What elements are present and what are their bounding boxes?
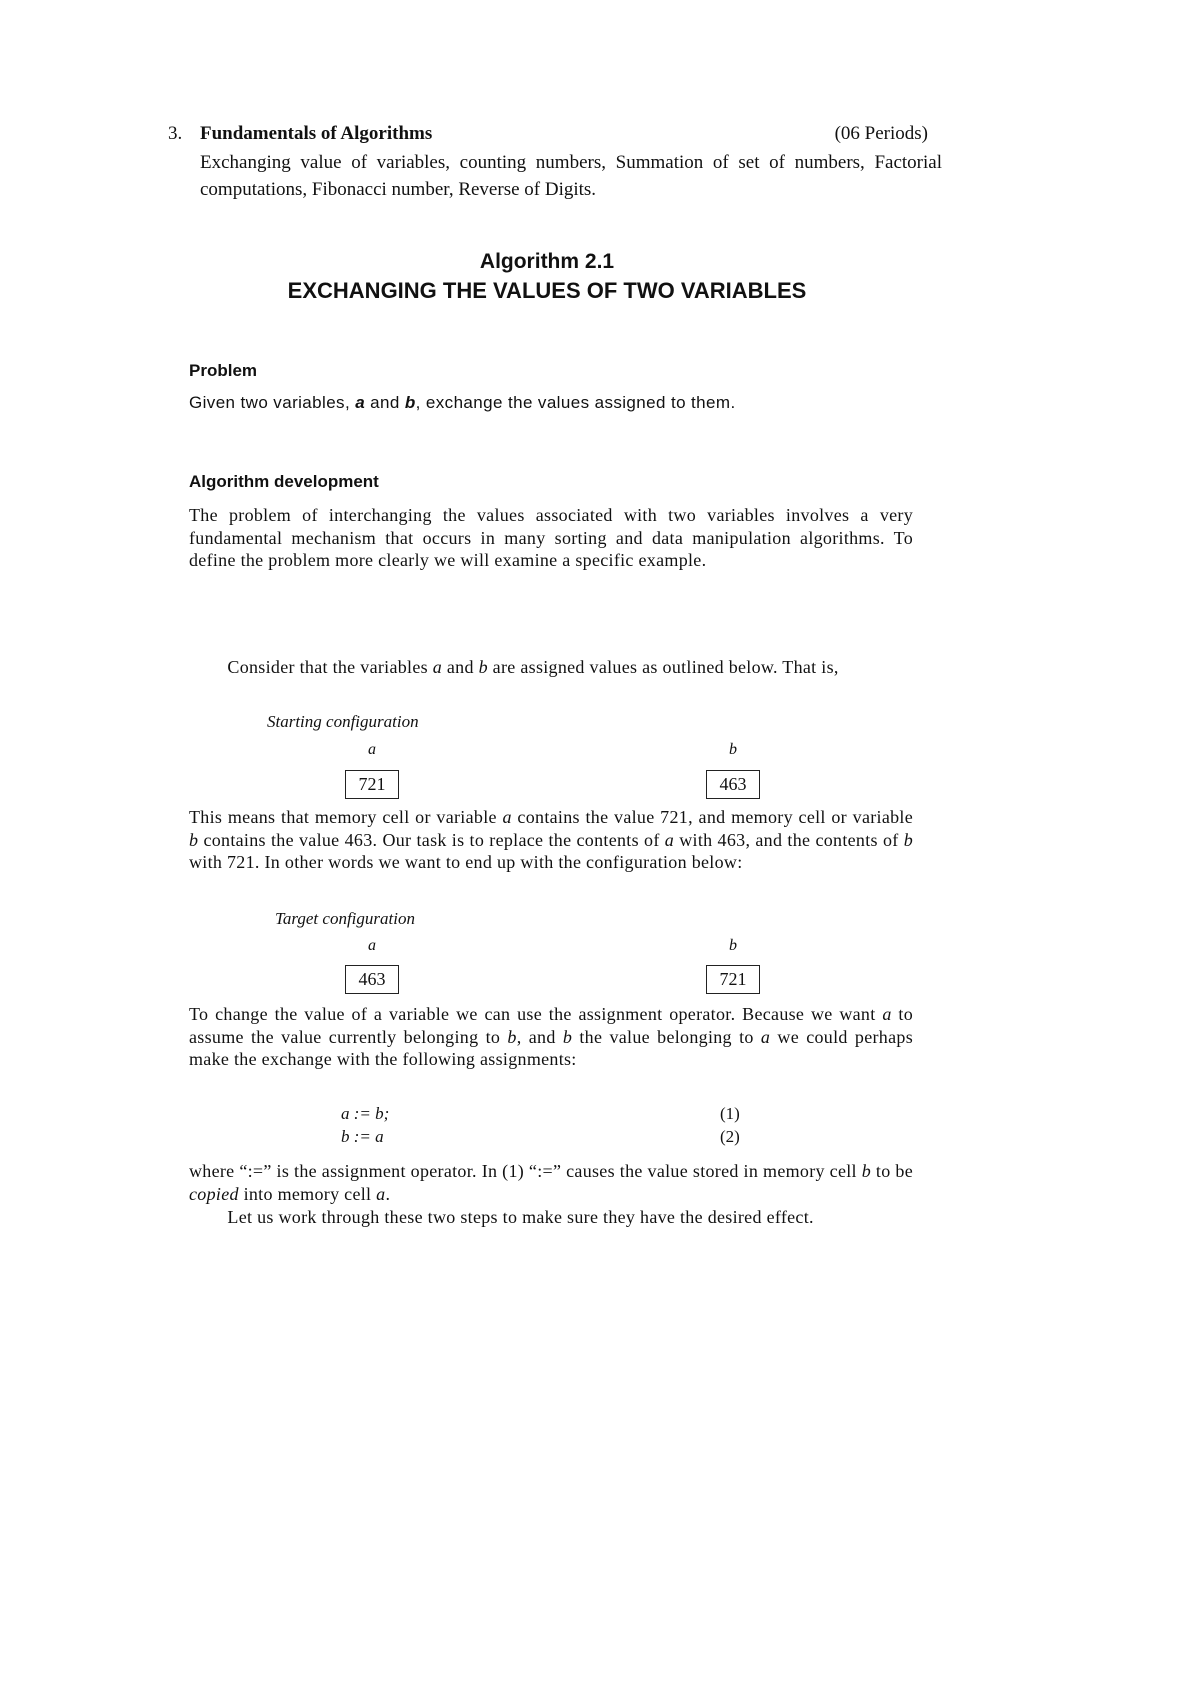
unit-number: 3. (168, 123, 183, 144)
unit-topics: Exchanging value of variables, counting numbers, Summation of set of numbers, Factorial computations, Fibonacci number, Reverse of Digits. (200, 152, 942, 200)
development-paragraph-2: Consider that the variables a and b are assigned values as outlined below. That is, (189, 657, 839, 677)
algorithm-label: Algorithm 2.1 (479, 250, 615, 273)
unit-periods: (06 Periods) (834, 123, 928, 144)
assignment-1-statement: a := b; (341, 1104, 390, 1123)
target-cell-a: 463 (345, 965, 399, 994)
assignment-2-number: (2) (720, 1127, 740, 1146)
starting-var-b-name: b (729, 741, 737, 758)
development-paragraph-1: The problem of interchanging the values associated with two variables involves a very fundamental mechanism that occurs in many sorting and data manipulation algorithms. To define the problem more clearly we will examine a specific example. (189, 505, 913, 570)
starting-configuration-label: Starting configuration (267, 712, 419, 731)
development-heading: Algorithm development (189, 472, 379, 491)
cut-off-text-line (240, 96, 800, 106)
unit-title: Fundamentals of Algorithms (200, 123, 433, 144)
target-var-b-name: b (729, 937, 737, 954)
target-cell-b: 721 (706, 965, 760, 994)
target-configuration-label: Target configuration (275, 909, 415, 928)
starting-cell-a: 721 (345, 770, 399, 799)
problem-text: Given two variables, a and b, exchange the values assigned to them. (189, 393, 736, 412)
starting-var-a-name: a (368, 741, 376, 758)
assignment-2-statement: b := a (341, 1127, 384, 1146)
development-paragraph-5: where “:=” is the assignment operator. In (1) “:=” causes the value stored in memory cell b to be copied into memory cell a. (189, 1161, 913, 1204)
development-paragraph-6: Let us work through these two steps to make sure they have the desired effect. (189, 1207, 814, 1227)
target-var-a-name: a (368, 937, 376, 954)
assignment-1-number: (1) (720, 1104, 740, 1123)
development-paragraph-4: To change the value of a variable we can use the assignment operator. Because we want a to assume the value currently belonging to b, and b the value belonging to a we could perhaps make the exchange with the following assignments: (189, 1004, 913, 1069)
starting-cell-b: 463 (706, 770, 760, 799)
problem-heading: Problem (189, 361, 258, 380)
development-paragraph-3: This means that memory cell or variable a contains the value 721, and memory cell or variable b contains the value 463. Our task is to replace the contents of a with 463, and the contents of b with 721. In other words we want to end up with the configuration below: (189, 807, 914, 872)
algorithm-title: EXCHANGING THE VALUES OF TWO VARIABLES (287, 278, 807, 303)
